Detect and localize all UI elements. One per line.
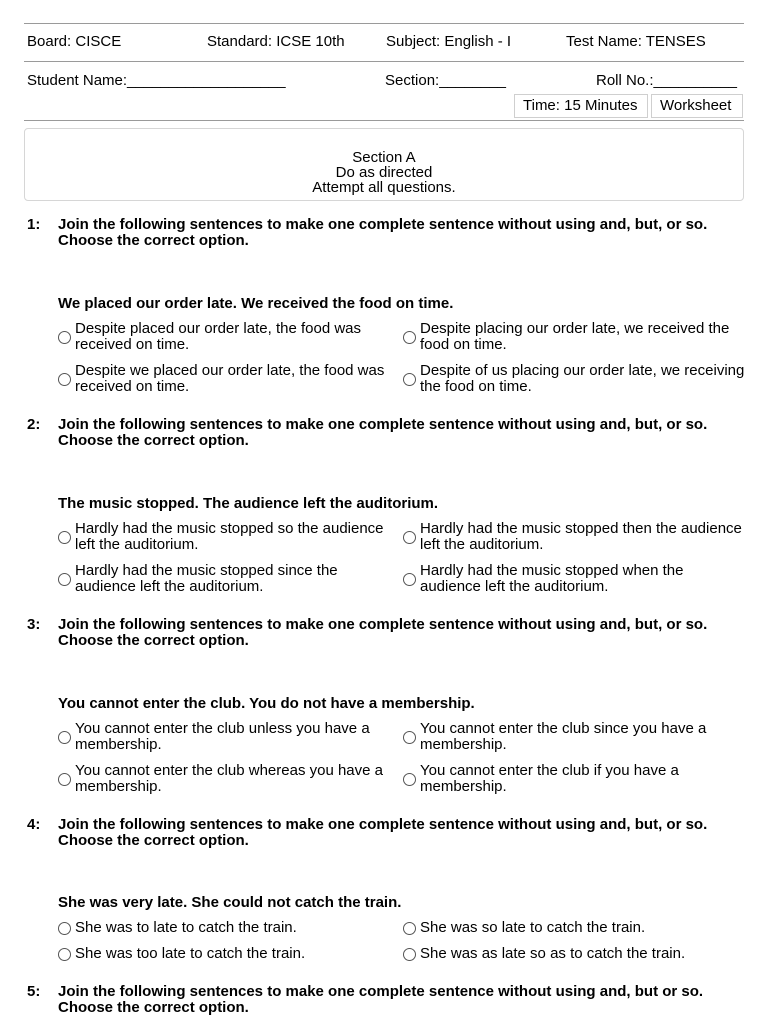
question-sentence: We placed our order late. We received the food on time. (58, 295, 454, 312)
radio-button[interactable] (58, 573, 71, 586)
student-info-row (27, 72, 743, 92)
section-field[interactable]: Section:________ (385, 72, 506, 89)
question-prompt: Join the following sentences to make one complete sentence without using and, but or so. Choose the correct option. (58, 983, 704, 1016)
test-name-label: Test Name: TENSES (566, 33, 706, 50)
radio-button[interactable] (403, 773, 416, 786)
radio-button[interactable] (58, 531, 71, 544)
question-sentence: You cannot enter the club. You do not have a membership. (58, 695, 475, 712)
option-label: Despite we placed our order late, the food was received on time. (75, 362, 385, 395)
section-instruction: Do as directed (335, 164, 433, 181)
question-sentence: She was very late. She could not catch the train. (58, 894, 402, 911)
option-label: You cannot enter the club if you have a membership. (420, 762, 679, 795)
radio-button[interactable] (58, 331, 71, 344)
subject-label: Subject: English - I (386, 33, 512, 50)
option-label: Hardly had the music stopped then the audience left the auditorium. (420, 520, 742, 553)
section-a-box (24, 128, 744, 201)
radio-button[interactable] (403, 573, 416, 586)
board-label: Board: CISCE (27, 33, 122, 50)
option-label: Despite placed our order late, the food was received on time. (75, 320, 362, 353)
option-label: She was so late to catch the train. (420, 919, 646, 936)
option-label: Hardly had the music stopped so the audience left the auditorium. (75, 520, 384, 553)
radio-button[interactable] (403, 531, 416, 544)
option-label: Hardly had the music stopped since the audience left the auditorium. (75, 562, 338, 595)
option-label: Despite placing our order late, we received the food on time. (420, 320, 730, 353)
header-rule-2 (24, 120, 744, 121)
option-label: She was as late so as to catch the train. (420, 945, 686, 962)
time-badge: Time: 15 Minutes (514, 94, 648, 118)
question-number: 4: (27, 816, 41, 833)
radio-button[interactable] (58, 773, 71, 786)
roll-no-field[interactable]: Roll No.:__________ (596, 72, 737, 89)
radio-button[interactable] (403, 373, 416, 386)
question-number: 2: (27, 416, 41, 433)
worksheet-badge: Worksheet (651, 94, 743, 118)
radio-button[interactable] (58, 948, 71, 961)
question-prompt: Join the following sentences to make one complete sentence without using and, but, or so. Choose the correct option. (58, 616, 708, 649)
question-sentence: The music stopped. The audience left the auditorium. (58, 495, 439, 512)
option-label: You cannot enter the club since you have a membership. (420, 720, 707, 753)
section-note: Attempt all questions. (312, 179, 456, 196)
section-title: Section A (352, 149, 416, 166)
question-number: 1: (27, 216, 41, 233)
question-prompt: Join the following sentences to make one complete sentence without using and, but, or so. Choose the correct option. (58, 216, 708, 249)
top-rule (24, 23, 744, 24)
header-rule-1 (24, 61, 744, 62)
student-name-field[interactable]: Student Name:___________________ (27, 72, 286, 89)
option-label: Hardly had the music stopped when the audience left the auditorium. (420, 562, 684, 595)
option-label: She was too late to catch the train. (75, 945, 306, 962)
radio-button[interactable] (403, 948, 416, 961)
standard-label: Standard: ICSE 10th (207, 33, 345, 50)
radio-button[interactable] (58, 373, 71, 386)
question-prompt: Join the following sentences to make one complete sentence without using and, but, or so. Choose the correct option. (58, 416, 708, 449)
radio-button[interactable] (403, 731, 416, 744)
radio-button[interactable] (403, 331, 416, 344)
radio-button[interactable] (58, 922, 71, 935)
question-prompt: Join the following sentences to make one complete sentence without using and, but, or so. Choose the correct option. (58, 816, 708, 849)
option-label: You cannot enter the club unless you have a membership. (75, 720, 370, 753)
radio-button[interactable] (403, 922, 416, 935)
question-number: 3: (27, 616, 41, 633)
question-number: 5: (27, 983, 41, 1000)
option-label: Despite of us placing our order late, we receiving the food on time. (420, 362, 745, 395)
header-info-row (27, 33, 743, 53)
radio-button[interactable] (58, 731, 71, 744)
option-label: She was to late to catch the train. (75, 919, 297, 936)
option-label: You cannot enter the club whereas you have a membership. (75, 762, 383, 795)
